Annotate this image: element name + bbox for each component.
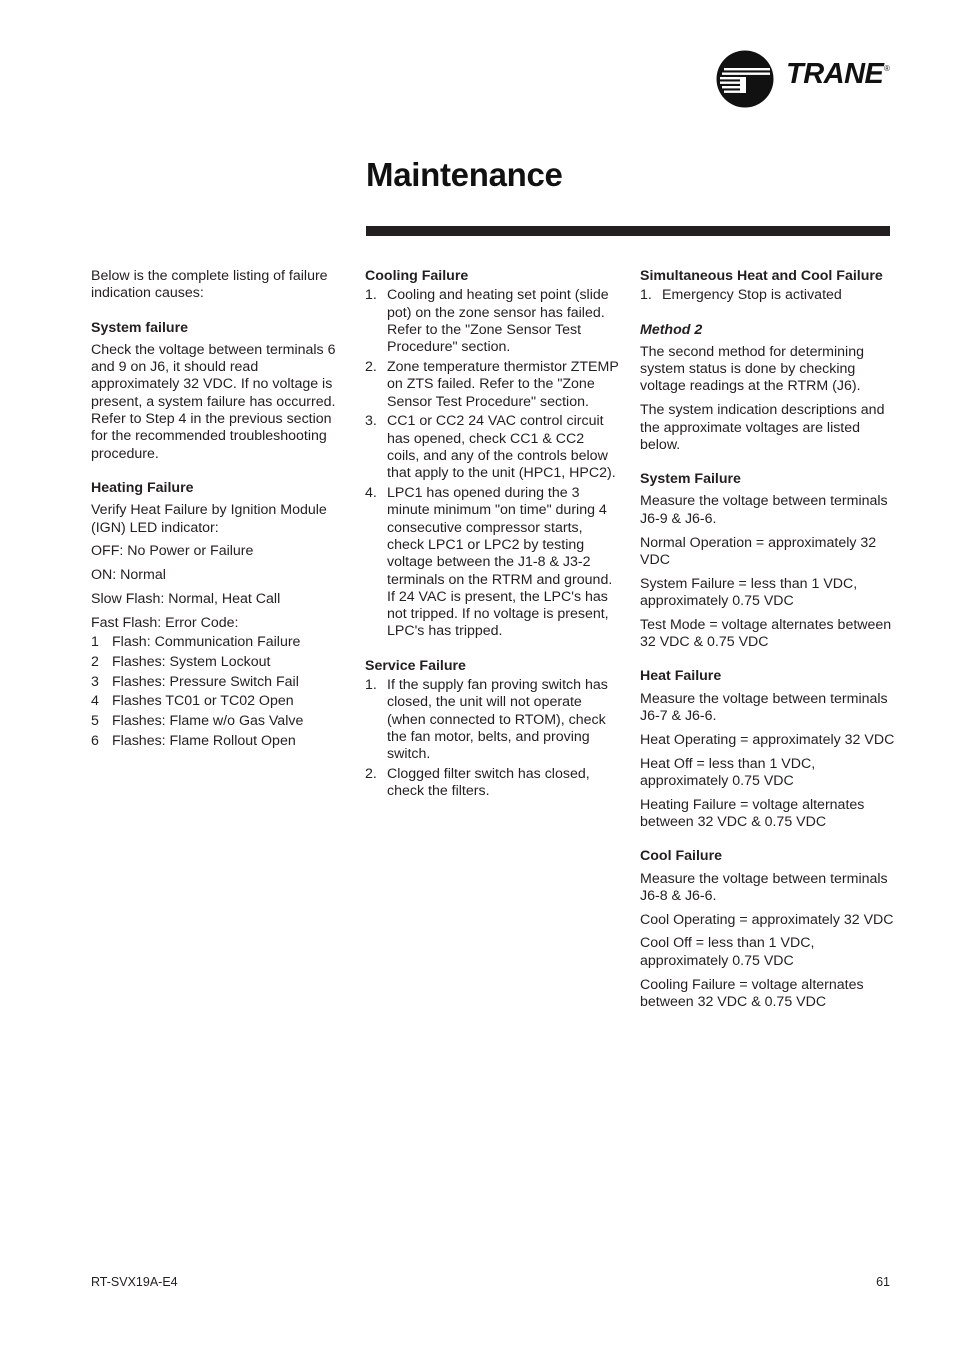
heat-operating-text: Heat Operating = approximately 32 VDC bbox=[640, 731, 895, 748]
list-item: 1. Cooling and heating set point (slide pot) on the zone sensor has failed. Refer to the "Zone Sensor Test Procedure" section. bbox=[365, 287, 609, 356]
list-item: 2. Zone temperature thermistor ZTEMP on ZTS failed. Refer to the "Zone Sensor Test Procedure" section. bbox=[365, 358, 619, 410]
document-id: RT-SVX19A-E4 bbox=[91, 1275, 178, 1289]
list-item: 1 Flash: Communication Failure bbox=[91, 634, 301, 651]
simultaneous-failure-list bbox=[640, 287, 895, 304]
cool-off-text: Cool Off = less than 1 VDC, approximately 0.75 VDC bbox=[640, 935, 815, 969]
service-failure-list bbox=[365, 677, 620, 801]
heating-failure-value-text: Heating Failure = voltage alternates between 32 VDC & 0.75 VDC bbox=[640, 796, 865, 830]
cool-failure-heading: Cool Failure bbox=[640, 848, 722, 865]
column-right bbox=[640, 268, 895, 1018]
title-rule bbox=[366, 226, 890, 236]
page-title: Maintenance bbox=[366, 156, 563, 193]
method-2-text-2: The system indication descriptions and the approximate voltages are listed below. bbox=[640, 402, 885, 453]
system-failure-voltage-heading: System Failure bbox=[640, 471, 741, 488]
system-normal-text: Normal Operation = approximately 32 VDC bbox=[640, 534, 877, 568]
system-failure-value-text: System Failure = less than 1 VDC, approximately 0.75 VDC bbox=[640, 575, 858, 609]
column-middle bbox=[365, 268, 620, 803]
registered-mark: ® bbox=[884, 64, 890, 73]
intro-text: Below is the complete listing of failure indication causes: bbox=[91, 268, 328, 302]
led-on-text: ON: Normal bbox=[91, 567, 166, 584]
trane-emblem-icon bbox=[716, 50, 774, 108]
led-slow-flash-text: Slow Flash: Normal, Heat Call bbox=[91, 590, 281, 607]
cool-measure-text: Measure the voltage between terminals J6-8 & J6-6. bbox=[640, 870, 888, 904]
system-failure-text: Check the voltage between terminals 6 and 9 on J6, it should read approximately 32 VDC. If no voltage is present, a system failure has occurred. Refer to Step 4 in the previous section for the recommended troubleshooting procedure. bbox=[91, 341, 336, 462]
cooling-failure-heading: Cooling Failure bbox=[365, 268, 469, 284]
cool-operating-text: Cool Operating = approximately 32 VDC bbox=[640, 911, 894, 928]
page-number: 61 bbox=[876, 1275, 890, 1289]
heating-failure-text: Verify Heat Failure by Ignition Module (IGN) LED indicator: bbox=[91, 502, 327, 536]
system-failure-heading: System failure bbox=[91, 319, 188, 336]
list-item: 4 Flashes TC01 or TC02 Open bbox=[91, 693, 294, 710]
cooling-failure-list bbox=[365, 287, 620, 640]
service-failure-heading: Service Failure bbox=[365, 657, 466, 674]
method-2-heading: Method 2 bbox=[640, 321, 703, 338]
list-item: 1. If the supply fan proving switch has closed, the unit will not operate (when connected to RTOM), check the fan motor, belts, and proving switch. bbox=[365, 677, 608, 763]
list-item: 3. CC1 or CC2 24 VAC control circuit has opened, check CC1 & CC2 coils, and any of the controls below that apply to the unit (HPC1, HPC2). bbox=[365, 413, 616, 482]
system-measure-text: Measure the voltage between terminals J6-9 & J6-6. bbox=[640, 493, 888, 527]
list-item: 1. Emergency Stop is activated bbox=[640, 287, 842, 304]
list-item: 2. Clogged filter switch has closed, check the filters. bbox=[365, 766, 590, 800]
column-left bbox=[91, 268, 341, 753]
system-test-mode-text: Test Mode = voltage alternates between 32 VDC & 0.75 VDC bbox=[640, 616, 892, 651]
cooling-failure-value-text: Cooling Failure = voltage alternates between 32 VDC & 0.75 VDC bbox=[640, 976, 864, 1010]
simultaneous-failure-heading: Simultaneous Heat and Cool Failure bbox=[640, 268, 883, 284]
led-fast-flash-text: Fast Flash: Error Code: bbox=[91, 614, 239, 631]
led-off-text: OFF: No Power or Failure bbox=[91, 543, 254, 560]
trane-logo bbox=[716, 50, 892, 108]
heat-off-text: Heat Off = less than 1 VDC, approximately 0.75 VDC bbox=[640, 755, 816, 789]
list-item: 5 Flashes: Flame w/o Gas Valve bbox=[91, 713, 304, 730]
heat-measure-text: Measure the voltage between terminals J6-7 & J6-6. bbox=[640, 690, 888, 724]
heating-failure-heading: Heating Failure bbox=[91, 479, 194, 496]
list-item: 4. LPC1 has opened during the 3 minute minimum "on time" during 4 consecutive compressor starts, check LPC1 or LPC2 by testing voltage between the J1-8 & J3-2 terminals on the RTRM and ground. If 24 VAC is present, the LPC's has not tripped. If no voltage is present, LPC's has tripped. bbox=[365, 485, 613, 640]
method-2-text-1: The second method for determining system status is done by checking voltage readings at the RTRM (J6). bbox=[640, 343, 864, 395]
list-item: 2 Flashes: System Lockout bbox=[91, 653, 271, 670]
error-code-list bbox=[91, 634, 341, 750]
list-item: 6 Flashes: Flame Rollout Open bbox=[91, 733, 296, 750]
list-item: 3 Flashes: Pressure Switch Fail bbox=[91, 673, 299, 690]
brand-wordmark: TRANE bbox=[786, 58, 884, 90]
heat-failure-heading: Heat Failure bbox=[640, 668, 722, 685]
